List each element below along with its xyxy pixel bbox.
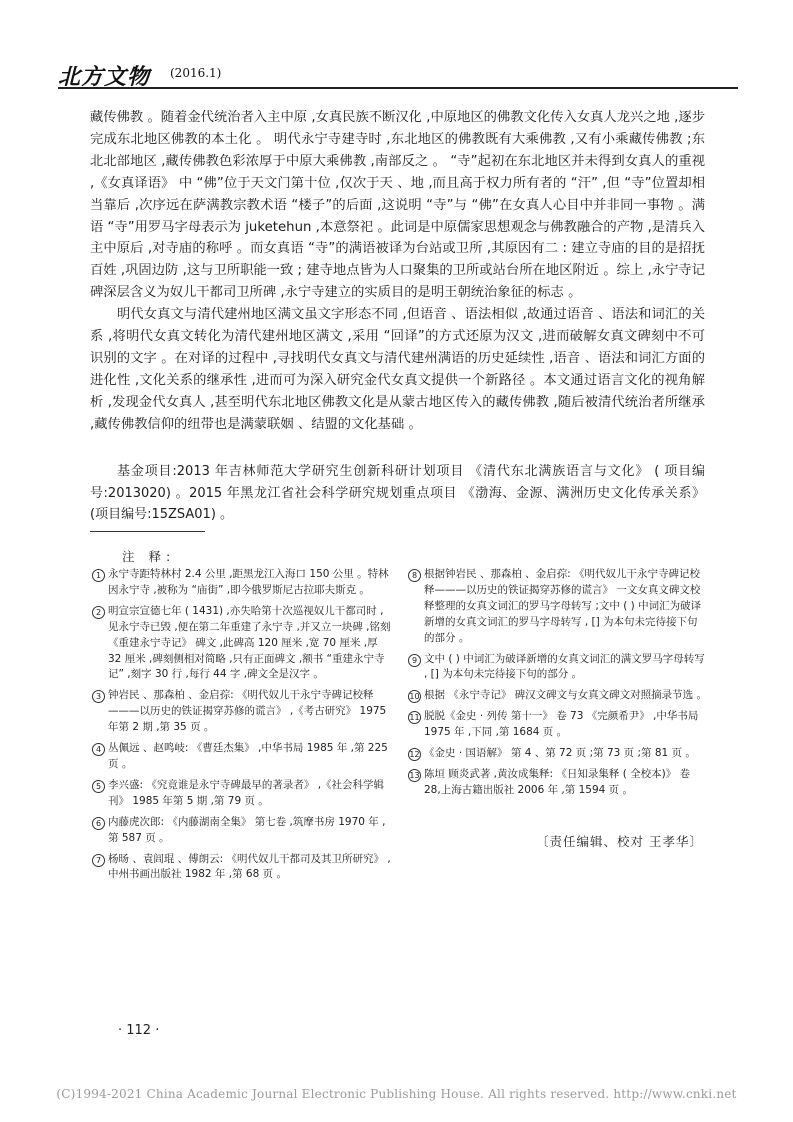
journal-logo: 北方文物 — [58, 64, 151, 90]
footnote-text: 文中 ( ) 中词汇为破译新增的女真文词汇的满文罗马字母转写 , [] 为本句未完待接下句的部分 。 — [424, 652, 705, 681]
footnote-number: 9 — [408, 654, 421, 667]
article-body — [90, 107, 705, 436]
fund-statement: 基金项目:2013 年吉林师范大学研究生创新科研计划项目 《清代东北满族语言与文化》 ( 项目编号:2013020) 。2015 年黑龙江省社会科学研究规划重点项目 《渤海、金源、满洲历史文化传承关系》 (项目编号:15ZSA01) 。 — [90, 464, 705, 522]
footnote-number: 4 — [92, 743, 105, 756]
notes-title: 注 释: — [122, 549, 176, 564]
footnote-number: 3 — [92, 690, 105, 703]
footnote — [408, 746, 708, 762]
footnote-text: 丛佩远 、赵鸣岐: 《曹廷杰集》 ,中华书局 1985 年 ,第 225 页 。 — [108, 742, 388, 770]
footnote — [92, 778, 392, 810]
notes-right-column — [408, 567, 708, 804]
footnote-text: 永宁寺距特林村 2.4 公里 ,距黑龙江入海口 150 公里 。特林因永宁寺 ,被称为 “庙街” ,即今俄罗斯尼古拉耶夫斯克 。 — [108, 568, 389, 596]
footnote-text: 钟岩民 、那森柏 、金启孮: 《明代奴儿干永宁寺碑记校释———以历史的铁证揭穿苏修的谎言》 ,《考古研究》 1975 年第 2 期 ,第 35 页 。 — [108, 689, 387, 734]
body-paragraph: 藏传佛教 。随着金代统治者入主中原 ,女真民族不断汉化 ,中原地区的佛教文化传入女真人龙兴之地 ,逐步完成东北地区佛教的本土化 。 明代永宁寺建寺时 ,东北地区的佛教既有大乘佛教 ,又有小乘藏传佛教 ;东北北部地区 ,藏传佛教色彩浓厚于中原大乘佛教 ,南部反之 。 “寺”起初在东北地区并未得到女真人的重视 ,《女真译语》 中 “佛”位于天文门第十位 ,仅次于天 、地 ,而且高于权力所有者的 “汗” ,但 “寺”位置却相当靠后 ,次序远在萨满教宗教术语 “楼子”的后面 ,这说明 “寺”与 “佛”在女真人心目中并非同一事物 。满语 “寺”用罗马字母表示为 juketehun ,本意祭祀 。此词是中原儒家思想观念与佛教融合的产物 ,是清兵入主中原后 ,对寺庙的称呼 。而女真语 “寺”的满语被译为台站或卫所 ,其原因有二 : 建立寺庙的目的是招抚百姓 ,巩固边防 ,这与卫所职能一致 ; 建寺地点皆为人口聚集的卫所或站台所在地区附近 。综上 ,永宁寺记碑深层含义为奴儿干都司卫所碑 ,永宁寺建立的实质目的是明王朝统治象征的标志 。 — [90, 110, 705, 301]
body-paragraph: 明代女真文与清代建州地区满文虽文字形态不同 ,但语音 、语法相似 ,故通过语音 、语法和词汇的关系 ,将明代女真文转化为清代建州地区满文 ,采用 “回译”的方式还原为汉文 ,进而破解女真文碑刻中不可识别的文字 。在对译的过程中 ,寻找明代女真文与清代建州满语的历史延续性 ,语音 、语法和词汇方面的进化性 ,文化关系的继承性 ,进而可为深入研究金代女真文提供一个新路径 。本文通过语言文化的视角解析 ,发现金代女真人 ,甚至明代东北地区佛教文化是从蒙古地区传入的藏传佛教 ,随后被清代统治者所继承 ,藏传佛教信仰的纽带也是满蒙联姻 、结盟的文化基础 。 — [90, 307, 705, 432]
footnote — [408, 767, 708, 799]
footnote — [92, 852, 392, 884]
footnote-text: 明宣宗宣德七年 ( 1431) ,亦失哈第十次巡视奴儿干都司时 ,见永宁寺已毁 ,便在第二年重建了永宁寺 ,并又立一块碑 ,铭刻 《重建永宁寺记》 碑文 ,此碑高 120 厘米 ,宽 70 厘米 ,厚 32 厘米 ,碑刻侧相对简略 ,只有正面碑文 ,额书 “重建永宁寺记” ,刻字 30 行 ,每行 44 字 ,碑文全是汉字 。 — [108, 604, 391, 681]
footnote — [408, 652, 708, 684]
footnote-text: 《金史 · 国语解》 第 4 、第 72 页 ;第 73 页 ;第 81 页 。 — [424, 747, 696, 760]
page-number: · 112 · — [118, 1023, 160, 1038]
footnote — [92, 604, 392, 684]
notes-divider — [90, 531, 205, 532]
footnote — [92, 815, 392, 847]
footnote-number: 8 — [408, 569, 421, 582]
footnote-number: 11 — [409, 713, 420, 723]
footnote — [92, 567, 392, 599]
footnote-number: 2 — [92, 606, 105, 619]
notes-left-column — [92, 567, 392, 888]
footnote — [408, 567, 708, 647]
footnote — [408, 688, 708, 704]
footnote-number: 5 — [92, 780, 105, 793]
footnote-number: 6 — [92, 817, 105, 830]
editor-credit: 〔责任编辑、校对 王孝华〕 — [536, 834, 703, 849]
footnote — [408, 709, 708, 741]
footnote-text: 根据 《永宁寺记》 碑汉文碑文与女真文碑文对照摘录节选 。 — [424, 689, 708, 702]
footnote — [92, 741, 392, 773]
footnote-number: 1 — [92, 569, 105, 582]
footnote-text: 脱脱《金史 · 列传 第十一》 卷 73 《完颜希尹》 ,中华书局 1975 年 ,下同 ,第 1684 页 。 — [424, 710, 699, 739]
issue-label: (2016.1) — [170, 66, 222, 80]
copyright-footer: (C)1994-2021 China Academic Journal Electronic Publishing House. All rights reserved. http://www.cnki.net — [56, 1087, 737, 1101]
footnote-text: 杨旸 、袁闾琨 、傅朗云: 《明代奴儿干都司及其卫所研究》 ,中州书画出版社 1982 年 ,第 68 页 。 — [108, 852, 391, 881]
footnote-text: 陈垣 顾炎武著 ,黄汝成集释: 《日知录集释 ( 全校本)》 卷 28,上海古籍出版社 2006 年 ,第 1594 页 。 — [424, 767, 691, 796]
footnote-number: 7 — [92, 854, 105, 867]
header-rule — [58, 87, 738, 89]
footnote-number: 13 — [409, 770, 420, 780]
footnote-text: 内藤虎次郎: 《内藤湖南全集》 第七卷 ,筑摩书房 1970 年 ,第 587 页 。 — [108, 815, 386, 844]
footnote — [92, 688, 392, 736]
running-header — [58, 60, 738, 90]
footnote-text: 根据钟岩民 、那森柏 、金启孮: 《明代奴儿干永宁寺碑记校释———以历史的铁证揭穿苏修的谎言》 一文女真文碑文校释整理的女真文词汇的罗马字母转写 ;文中 ( ) 中词汇为破译新增的女真文词汇的罗马字母转写 , [] 为本句未完待接下句的部分 。 — [424, 568, 702, 644]
footnote-number: 12 — [409, 750, 420, 760]
footnote-text: 李兴盛: 《究竟谁是永宁寺碑最早的著录者》 ,《社会科学辑刊》 1985 年第 5 期 ,第 79 页 。 — [108, 778, 385, 807]
footnote-number: 10 — [409, 692, 420, 702]
